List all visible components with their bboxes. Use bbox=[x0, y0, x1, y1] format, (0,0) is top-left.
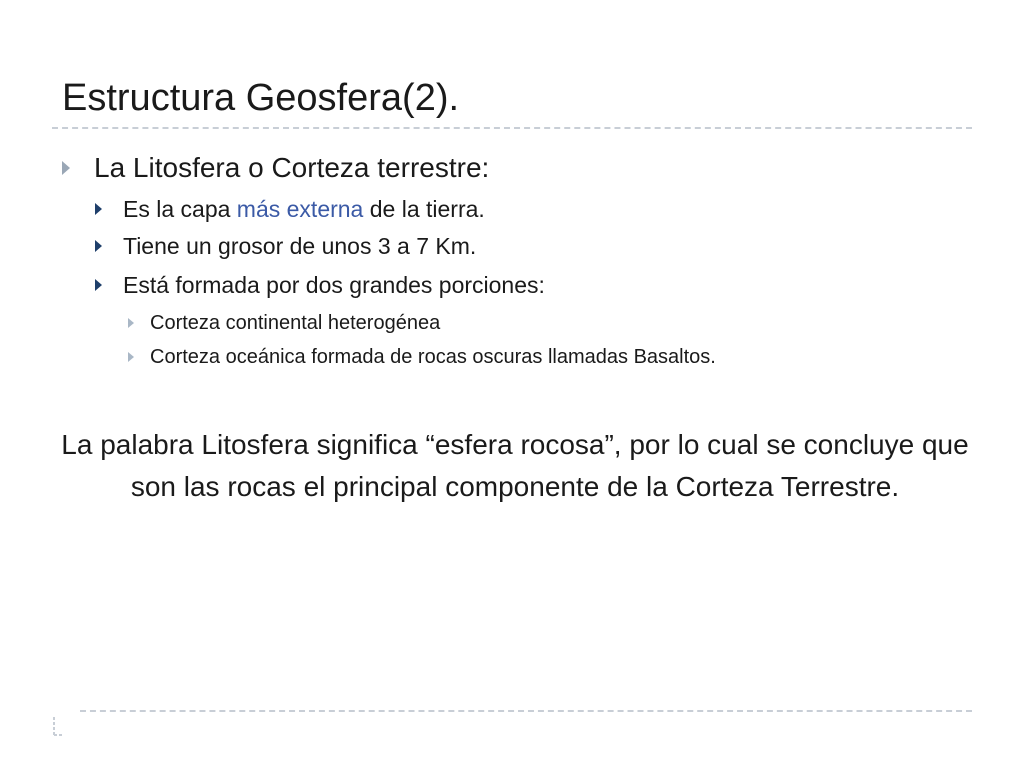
bullet-level3-oceanica bbox=[128, 344, 716, 370]
footer-divider bbox=[80, 710, 972, 712]
bullet-level3-continental bbox=[128, 310, 440, 336]
triangle-bullet-icon bbox=[62, 161, 70, 175]
bullet-text: Tiene un grosor de unos 3 a 7 Km. bbox=[123, 233, 477, 259]
bullet-text bbox=[123, 194, 485, 224]
bullet-text-pre: Es la capa bbox=[123, 196, 237, 222]
bullet-text: Está formada por dos grandes porciones: bbox=[123, 272, 545, 298]
bullet-level1-litosfera bbox=[62, 150, 489, 186]
triangle-bullet-icon bbox=[95, 203, 102, 215]
triangle-bullet-icon bbox=[128, 318, 134, 328]
triangle-bullet-icon bbox=[128, 352, 134, 362]
bullet-level2-grosor bbox=[95, 231, 476, 261]
title-divider bbox=[52, 127, 972, 129]
conclusion-paragraph: La palabra Litosfera significa “esfera rocosa”, por lo cual se concluye que son las rocas el principal componente de la Corteza Terrestre. bbox=[61, 429, 969, 502]
bullet-text: Corteza oceánica formada de rocas oscuras llamadas Basaltos. bbox=[150, 346, 716, 368]
bullet-text-post: de la tierra. bbox=[363, 196, 485, 222]
highlighted-text: más externa bbox=[236, 196, 364, 222]
bullet-level2-porciones bbox=[95, 270, 545, 300]
bullet-text: Corteza continental heterogénea bbox=[150, 312, 441, 334]
triangle-bullet-icon bbox=[95, 240, 102, 252]
corner-decoration-icon bbox=[52, 715, 64, 739]
bullet-level2-capa-externa bbox=[95, 194, 485, 224]
bullet-text: La Litosfera o Corteza terrestre: bbox=[94, 152, 490, 183]
slide-title: Estructura Geosfera(2). bbox=[62, 77, 460, 119]
triangle-bullet-icon bbox=[95, 279, 102, 291]
